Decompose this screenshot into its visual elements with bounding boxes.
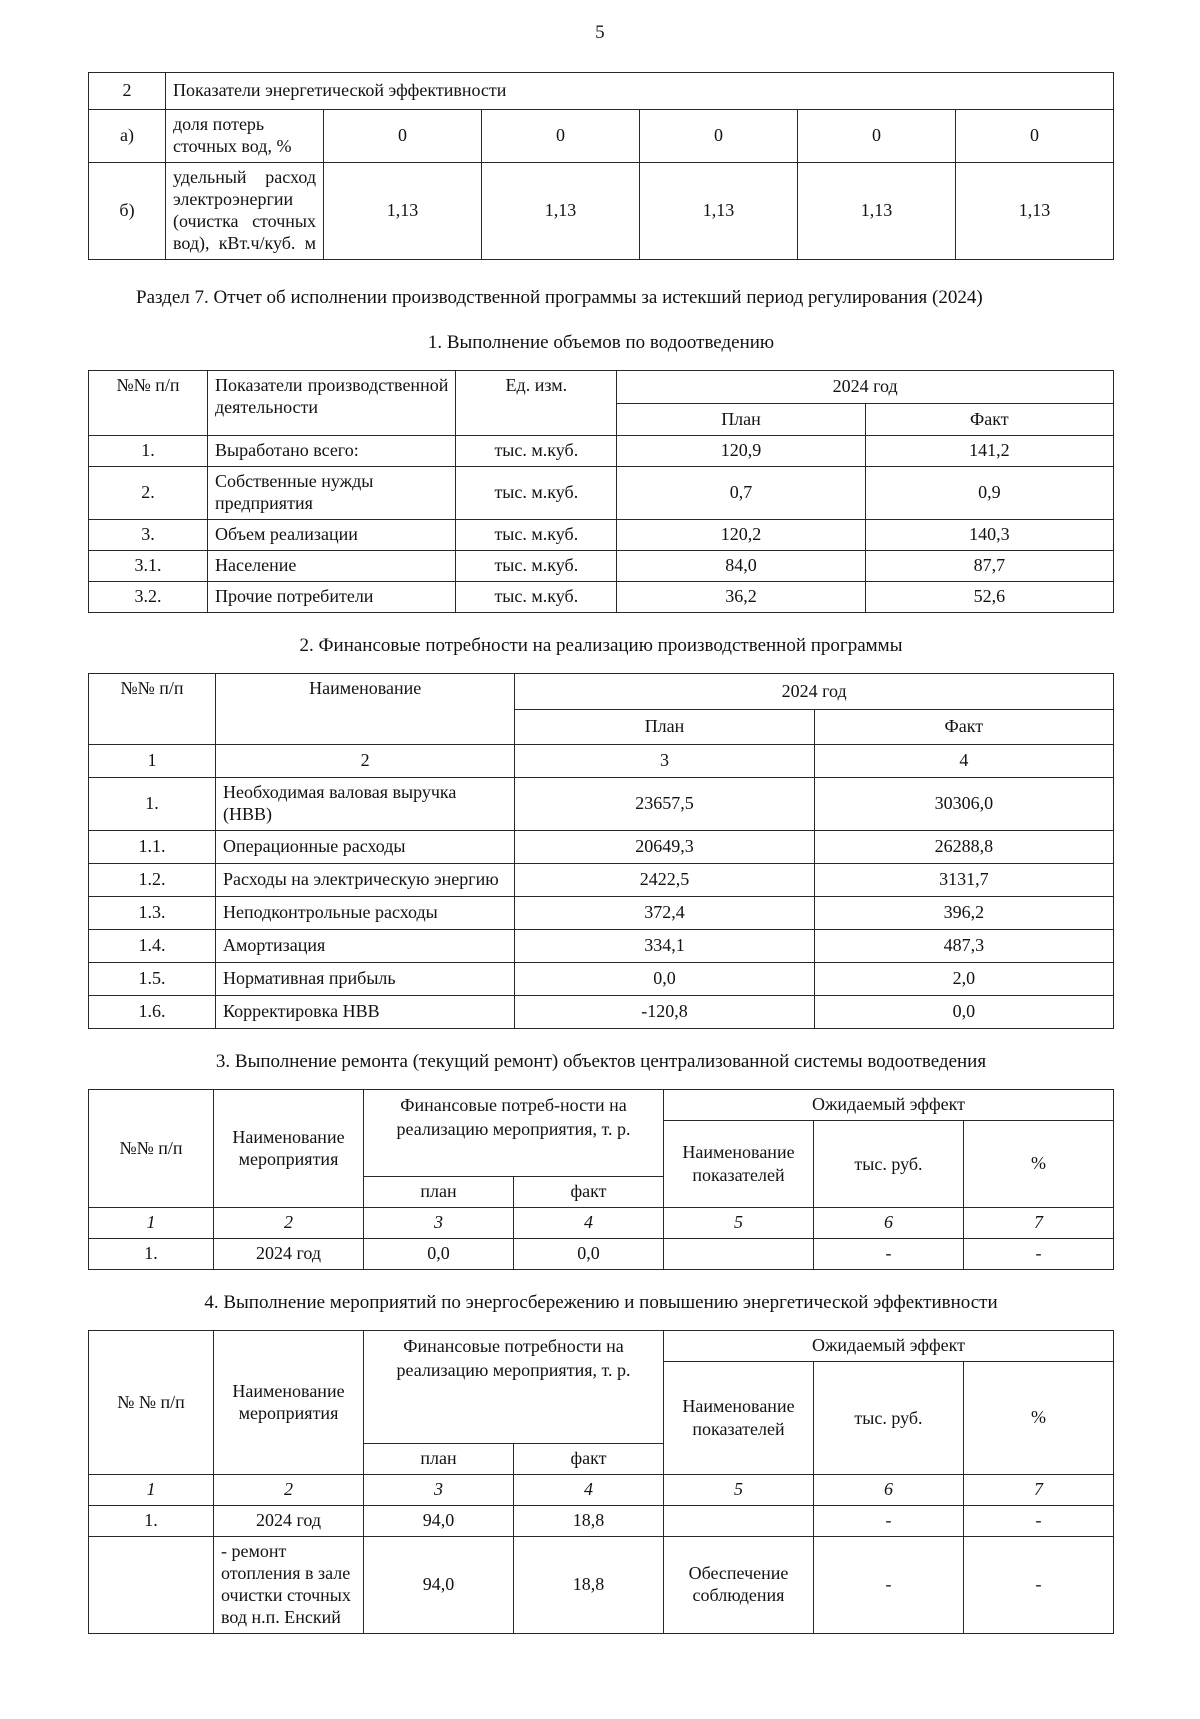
header-effect: Ожидаемый эффект [664, 1331, 1114, 1362]
col-number: 1 [89, 745, 216, 778]
row-thousand-rub: - [814, 1506, 964, 1537]
table-header-row [89, 371, 1114, 404]
table-header-row [89, 674, 1114, 710]
row-fact: 30306,0 [814, 778, 1113, 831]
row-plan: 94,0 [364, 1506, 514, 1537]
table-numbering-row [89, 1208, 1114, 1239]
row-percent: - [964, 1537, 1114, 1634]
row-number: 1. [89, 1506, 214, 1537]
header-np: №№ п/п [89, 371, 208, 436]
cell-value: 1,13 [482, 162, 640, 259]
row-number: 1. [89, 436, 208, 467]
row-number: 3.1. [89, 551, 208, 582]
row-plan: 84,0 [617, 551, 865, 582]
cell-value: 1,13 [956, 162, 1114, 259]
table-header-row [89, 1090, 1114, 1121]
row-indicator [664, 1506, 814, 1537]
col-number: 4 [514, 1208, 664, 1239]
row-number: 1. [89, 778, 216, 831]
header-thousand-rub: тыс. руб. [814, 1121, 964, 1208]
col-number: 3 [364, 1208, 514, 1239]
row-plan: 372,4 [515, 897, 814, 930]
row-plan: 94,0 [364, 1537, 514, 1634]
row-name: Нормативная прибыль [216, 963, 515, 996]
volumes-table [88, 370, 1114, 613]
row-percent: - [964, 1239, 1114, 1270]
table-numbering-row [89, 1475, 1114, 1506]
table-row [89, 864, 1114, 897]
table-row [89, 73, 1114, 110]
table-row [89, 778, 1114, 831]
row-number: 2. [89, 467, 208, 520]
cell-value: 0 [482, 110, 640, 163]
row-name: Расходы на электрическую энергию [216, 864, 515, 897]
header-np: №№ п/п [89, 1090, 214, 1208]
row-fact: 26288,8 [814, 831, 1113, 864]
row-plan: 0,0 [364, 1239, 514, 1270]
table-row [89, 1537, 1114, 1634]
header-plan: план [364, 1177, 514, 1208]
row-name: Неподконтрольные расходы [216, 897, 515, 930]
table-row [89, 897, 1114, 930]
table-row [89, 520, 1114, 551]
header-indicator: Наименование показателей [664, 1121, 814, 1208]
row-number: а) [89, 110, 166, 163]
row-name: Корректировка НВВ [216, 996, 515, 1029]
subsection-3-title: 3. Выполнение ремонта (текущий ремонт) объектов централизованной системы водоотведения [215, 1051, 987, 1073]
row-name: Выработано всего: [208, 436, 456, 467]
row-unit: тыс. м.куб. [456, 582, 617, 613]
col-number: 4 [514, 1475, 664, 1506]
subsection-2-title: 2. Финансовые потребности на реализацию производственной программы [299, 635, 903, 657]
row-number: 3.2. [89, 582, 208, 613]
row-fact: 87,7 [865, 551, 1113, 582]
row-thousand-rub: - [814, 1537, 964, 1634]
table-row [89, 582, 1114, 613]
header-finance: Финансовые потребности на реализацию мероприятия, т. р. [364, 1331, 664, 1444]
row-number: 1. [89, 1239, 214, 1270]
row-number: 3. [89, 520, 208, 551]
col-number: 2 [216, 745, 515, 778]
row-number: 1.1. [89, 831, 216, 864]
table-row [89, 930, 1114, 963]
col-number: 6 [814, 1475, 964, 1506]
header-percent: % [964, 1362, 1114, 1475]
header-measure: Наименование мероприятия [214, 1331, 364, 1475]
row-name: Население [208, 551, 456, 582]
row-plan: 20649,3 [515, 831, 814, 864]
row-name: Объем реализации [208, 520, 456, 551]
row-fact: 487,3 [814, 930, 1113, 963]
table-row [89, 996, 1114, 1029]
row-plan: 2422,5 [515, 864, 814, 897]
cell-value: 1,13 [798, 162, 956, 259]
table-row [89, 1506, 1114, 1537]
row-indicator: Обеспечение соблюдения [664, 1537, 814, 1634]
row-unit: тыс. м.куб. [456, 520, 617, 551]
table-row [89, 551, 1114, 582]
col-number: 6 [814, 1208, 964, 1239]
row-plan: 0,7 [617, 467, 865, 520]
header-effect: Ожидаемый эффект [664, 1090, 1114, 1121]
row-fact: 0,0 [814, 996, 1113, 1029]
header-indicator: Показатели производственной деятельности [208, 371, 456, 436]
header-name: Наименование [216, 674, 515, 745]
col-number: 3 [364, 1475, 514, 1506]
header-percent: % [964, 1121, 1114, 1208]
header-plan: План [515, 709, 814, 745]
row-plan: 0,0 [515, 963, 814, 996]
page-content [88, 72, 1114, 1634]
col-number: 5 [664, 1208, 814, 1239]
row-plan: 120,9 [617, 436, 865, 467]
row-number: б) [89, 162, 166, 259]
col-number: 7 [964, 1475, 1114, 1506]
header-fact: факт [514, 1177, 664, 1208]
row-fact: 18,8 [514, 1537, 664, 1634]
row-fact: 396,2 [814, 897, 1113, 930]
col-number: 2 [214, 1208, 364, 1239]
finance-table [88, 673, 1114, 1029]
row-unit: тыс. м.куб. [456, 467, 617, 520]
cell-value: 1,13 [640, 162, 798, 259]
cell-value: 0 [956, 110, 1114, 163]
header-indicator: Наименование показателей [664, 1362, 814, 1475]
header-fact: факт [514, 1444, 664, 1475]
row-plan: -120,8 [515, 996, 814, 1029]
header-fact: Факт [865, 403, 1113, 436]
row-number: 1.3. [89, 897, 216, 930]
subsection-1-title: 1. Выполнение объемов по водоотведению [427, 332, 775, 354]
table-row [89, 831, 1114, 864]
col-number: 2 [214, 1475, 364, 1506]
table-row [89, 162, 1114, 259]
header-np: №№ п/п [89, 674, 216, 745]
row-plan: 23657,5 [515, 778, 814, 831]
repairs-table [88, 1089, 1114, 1270]
row-fact: 140,3 [865, 520, 1113, 551]
row-name: Необходимая валовая выручка (НВВ) [216, 778, 515, 831]
row-name: 2024 год [214, 1506, 364, 1537]
header-np: № № п/п [89, 1331, 214, 1475]
row-percent: - [964, 1506, 1114, 1537]
subsection-4-title: 4. Выполнение мероприятий по энергосбережению и повышению энергетической эффективности [204, 1292, 998, 1314]
row-fact: 52,6 [865, 582, 1113, 613]
row-name: Прочие потребители [208, 582, 456, 613]
col-number: 1 [89, 1208, 214, 1239]
row-number: 1.2. [89, 864, 216, 897]
row-name: - ремонт отопления в зале очистки сточных вод н.п. Енский [214, 1537, 364, 1634]
cell-value: 0 [640, 110, 798, 163]
row-fact: 2,0 [814, 963, 1113, 996]
header-measure: Наименование мероприятия [214, 1090, 364, 1208]
table-row [89, 436, 1114, 467]
row-fact: 0,9 [865, 467, 1113, 520]
header-year: 2024 год [617, 371, 1114, 404]
header-plan: план [364, 1444, 514, 1475]
table-header-row [89, 1331, 1114, 1362]
row-name: Операционные расходы [216, 831, 515, 864]
table-numbering-row [89, 745, 1114, 778]
page-number: 5 [595, 22, 605, 43]
row-number: 1.4. [89, 930, 216, 963]
col-number: 4 [814, 745, 1113, 778]
energy-efficiency-table [88, 72, 1114, 260]
row-label: доля потерь сточных вод, % [166, 110, 324, 163]
header-finance: Финансовые потреб-ности на реализацию мероприятия, т. р. [364, 1090, 664, 1177]
table-row [89, 110, 1114, 163]
row-number: 1.6. [89, 996, 216, 1029]
col-number: 3 [515, 745, 814, 778]
col-number: 1 [89, 1475, 214, 1506]
document-page [0, 22, 1200, 1719]
table-row [89, 467, 1114, 520]
row-fact: 18,8 [514, 1506, 664, 1537]
row-label: Показатели энергетической эффективности [166, 73, 1114, 110]
row-name: Амортизация [216, 930, 515, 963]
row-unit: тыс. м.куб. [456, 551, 617, 582]
row-plan: 36,2 [617, 582, 865, 613]
col-number: 5 [664, 1475, 814, 1506]
row-number [89, 1537, 214, 1634]
row-plan: 334,1 [515, 930, 814, 963]
header-plan: План [617, 403, 865, 436]
cell-value: 0 [798, 110, 956, 163]
table-row [89, 963, 1114, 996]
row-fact: 141,2 [865, 436, 1113, 467]
row-fact: 3131,7 [814, 864, 1113, 897]
header-fact: Факт [814, 709, 1113, 745]
cell-value: 1,13 [324, 162, 482, 259]
row-unit: тыс. м.куб. [456, 436, 617, 467]
header-unit: Ед. изм. [456, 371, 617, 436]
header-year: 2024 год [515, 674, 1114, 710]
row-name: 2024 год [214, 1239, 364, 1270]
table-row [89, 1239, 1114, 1270]
row-indicator [664, 1239, 814, 1270]
row-thousand-rub: - [814, 1239, 964, 1270]
row-name: Собственные нужды предприятия [208, 467, 456, 520]
cell-value: 0 [324, 110, 482, 163]
row-label: удельный расход электроэнергии (очистка сточных вод), кВт.ч/куб. м [166, 162, 324, 259]
col-number: 7 [964, 1208, 1114, 1239]
row-number: 1.5. [89, 963, 216, 996]
section-7-title: Раздел 7. Отчет об исполнении производственной программы за истекший период регулирования (2024) [136, 286, 983, 308]
energy-saving-table [88, 1330, 1114, 1634]
row-plan: 120,2 [617, 520, 865, 551]
header-thousand-rub: тыс. руб. [814, 1362, 964, 1475]
row-number: 2 [89, 73, 166, 110]
row-fact: 0,0 [514, 1239, 664, 1270]
